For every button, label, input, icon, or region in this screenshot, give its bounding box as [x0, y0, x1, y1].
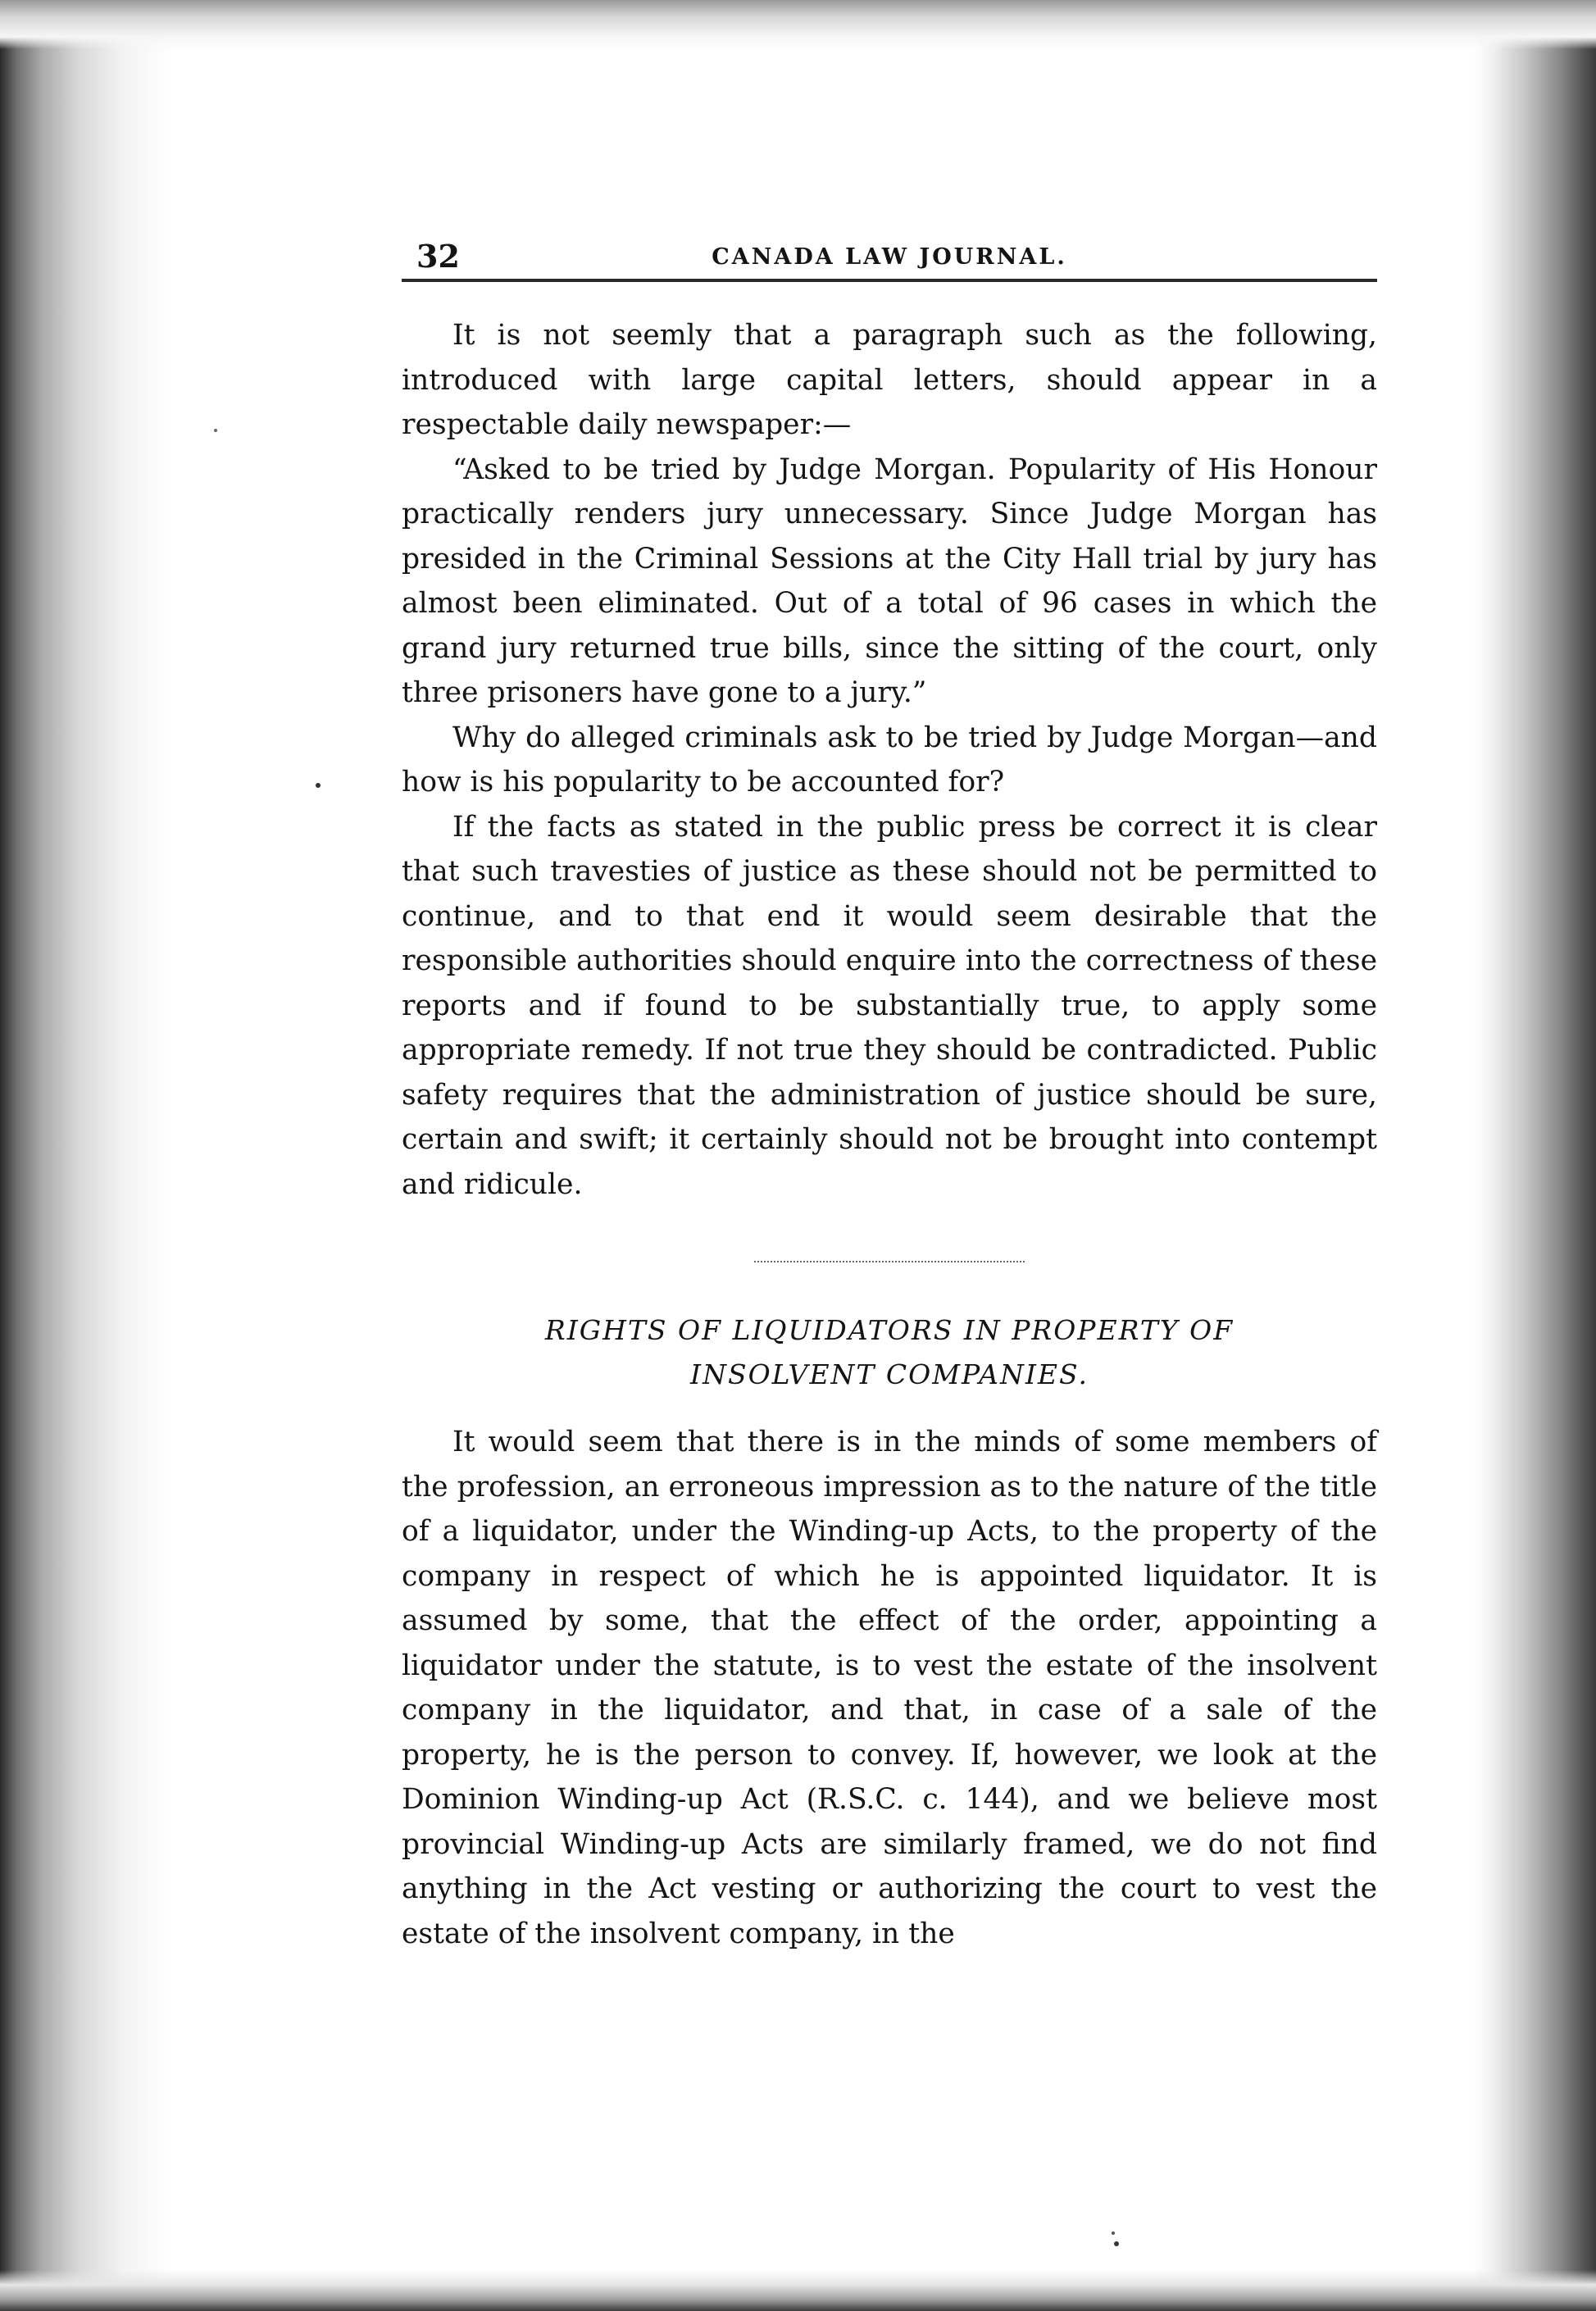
page-header	[402, 238, 1377, 282]
page-number: 32	[416, 238, 460, 275]
section-title-line: RIGHTS OF LIQUIDATORS IN PROPERTY OF	[544, 1314, 1235, 1346]
section-title	[402, 1308, 1377, 1397]
editorial-paragraph: It is not seemly that a paragraph such as the following, introduced with large capital letters, should appear in a respectable daily newspaper:—	[402, 319, 1377, 441]
speck	[316, 783, 321, 788]
speck	[214, 429, 217, 432]
speck	[1114, 2241, 1119, 2246]
quoted-paragraph: “Asked to be tried by Judge Morgan. Popularity of His Honour practically renders jury unnecessary. Since Judge Morgan has presided in the Criminal Sessions at the City Hall trial by jury has almost been eliminated. Out of a total of 96 cases in which the grand jury returned true bills, since the sitting of the court, only three prisoners have gone to a jury.”	[402, 453, 1377, 709]
section-title-line: INSOLVENT COMPANIES.	[690, 1358, 1089, 1390]
editorial-paragraph: Why do alleged criminals ask to be tried by Judge Morgan—and how is his popularity to be accounted for?	[402, 721, 1377, 798]
speck	[1112, 2231, 1115, 2235]
editorial-text	[402, 313, 1377, 1207]
document-page	[402, 238, 1377, 1956]
section-text	[402, 1420, 1377, 1956]
running-head: CANADA LAW JOURNAL.	[712, 244, 1067, 270]
section-paragraph: It would seem that there is in the minds of some members of the profession, an erroneous impression as to the nature of the title of a liquidator, under the Winding-up Acts, to the property of the company in respect of which he is appointed liquidator. It is assumed by some, that the effect of the order, appointing a liquidator under the statute, is to vest the estate of the insolvent company in the liquidator, and that, in case of a sale of the property, he is the person to convey. If, however, we look at the Dominion Winding-up Act (R.S.C. c. 144), and we believe most provincial Winding-up Acts are similarly framed, we do not find anything in the Act vesting or authorizing the court to vest the estate of the insolvent company, in the	[402, 1426, 1377, 1950]
editorial-paragraph: If the facts as stated in the public press be correct it is clear that such travesties of justice as these should not be permitted to continue, and to that end it would seem desirable that the responsible authorities should enquire into the correctness of these reports and if found to be substantially true, to apply some appropriate remedy. If not true they should be contradicted. Public safety requires that the administration of justice should be sure, certain and swift; it certainly should not be brought into contempt and ridicule.	[402, 810, 1377, 1201]
section-separator	[754, 1261, 1025, 1262]
